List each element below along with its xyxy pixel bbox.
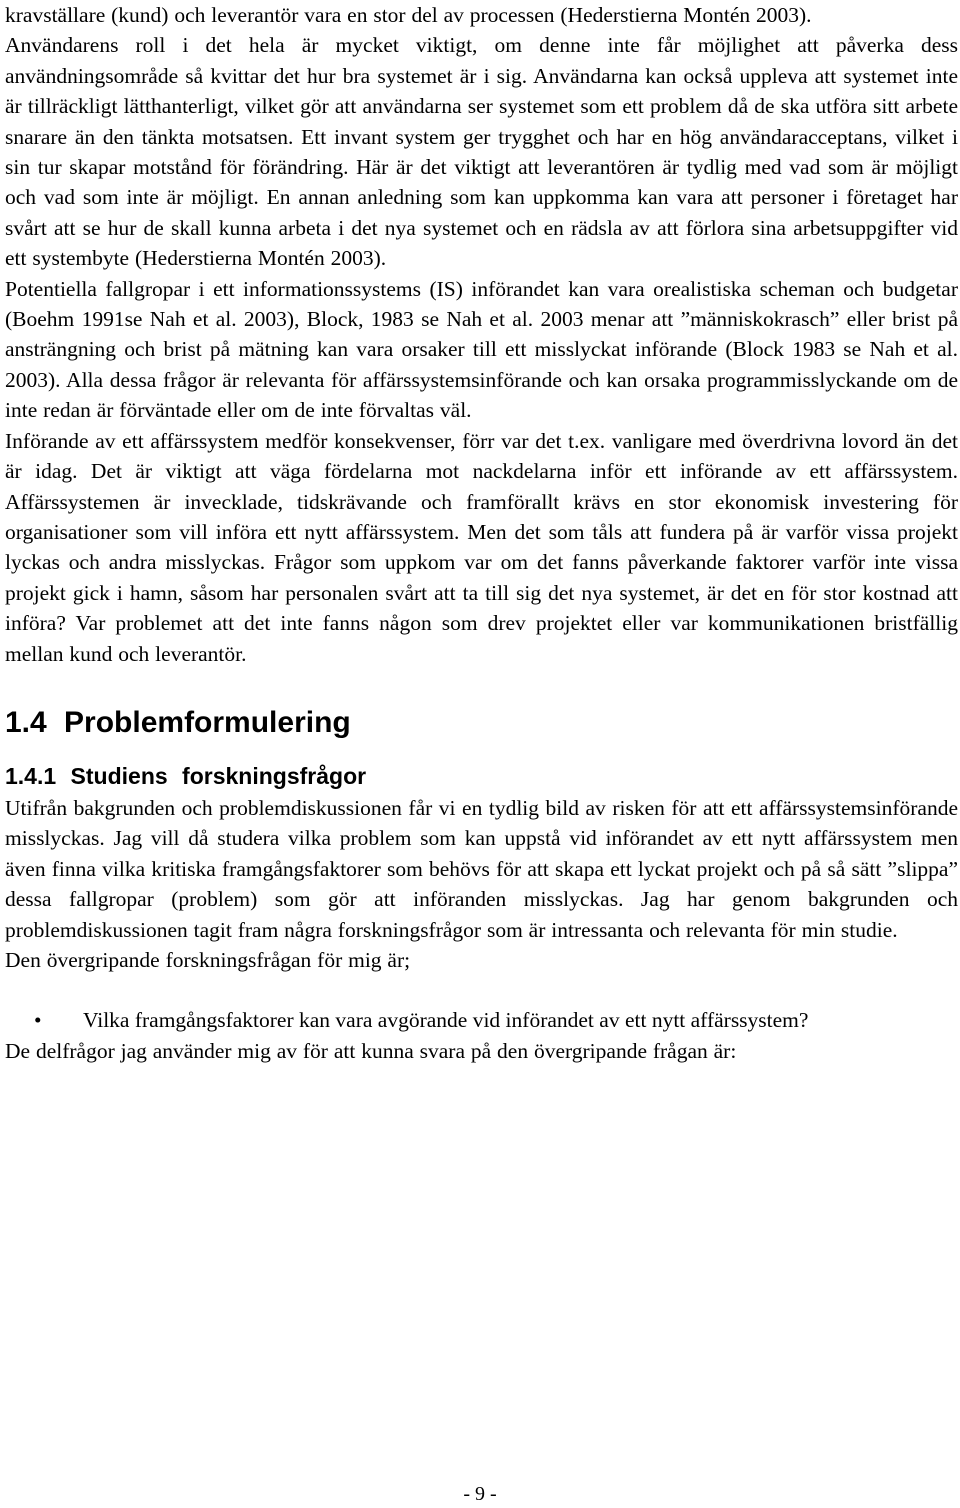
bullet-item-main-question: [5, 1005, 958, 1035]
bullet-text: Vilka framgångsfaktorer kan vara avgörande vid införandet av ett nytt affärssystem?: [83, 1008, 809, 1033]
paragraph-consequences: Införande av ett affärssystem medför konsekvenser, förr var det t.ex. vanligare med överdrivna lovord än det är idag. Det är viktigt att väga fördelarna mot nackdelarna inför ett införande av ett affärssystem. Affärssystemen är invecklade, tidskrävande och framförallt krävs en stor ekonomisk investering för organisationer som vill införa ett nytt affärssystem. Men det som tåls att fundera på är varför vissa projekt lyckas och andra misslyckas. Frågor som uppkom var om det fanns påverkande faktorer varför inte vissa projekt gick i hamn, såsom har personalen svårt att ta till sig det nya systemet, är det en för stor kostnad att införa? Var problemet att det inte fanns någon som drev projektet eller var kommunikationen bristfällig mellan kund och leverantör.: [5, 428, 958, 666]
paragraph-subquestions-intro: De delfrågor jag använder mig av för att kunna svara på den övergripande frågan är:: [5, 1038, 737, 1063]
bullet-icon: •: [34, 1008, 42, 1033]
paragraph-intro-continuation: kravställare (kund) och leverantör vara en stor del av processen (Hederstierna Montén 2003).: [5, 3, 812, 27]
subsection-heading-research-questions: 1.4.1 Studiens forskningsfrågor: [5, 762, 367, 789]
paragraph-user-role: Användarens roll i det hela är mycket viktigt, om denne inte får möjlighet att påverka dess användningsområde så kvittar det hur bra systemet är i sig. Användarna kan också uppleva att systemet inte är tillräckligt lätthanterligt, vilket gör att användarna ser systemet som ett problem då de ska utföra sitt arbete snarare än den tänkta motsatsen. Ett invant system ger trygghet och har en hög användaracceptans, vilket i sin tur skapar motstånd för förändring. Här är det viktigt att leverantören är tydlig med vad som är möjligt och vad som inte är möjligt. En annan anledning som kan uppkomma kan vara att personer i företaget har svårt att se hur de skall kunna arbeta i det nya systemet och en rädsla av att förlora sina arbetsuppgifter vid ett systembyte (Hederstierna Montén 2003).: [5, 33, 958, 271]
section-heading-problem-formulation: 1.4 Problemformulering: [5, 705, 351, 739]
page-number: - 9 -: [463, 1483, 497, 1505]
document-page: [5, 0, 958, 1066]
paragraph-pitfalls: Potentiella fallgropar i ett informationssystems (IS) införandet kan vara orealistiska scheman och budgetar (Boehm 1991se Nah et al. 2003), Block, 1983 se Nah et al. 2003 menar att ”människokrasch” eller brist på ansträngning och brist på mätning kan vara orsaker till ett misslyckat införande (Block 1983 se Nah et al. 2003). Alla dessa frågor är relevanta för affärssystemsinförande och kan orsaka programmisslyckande om de inte redan är förväntade eller om de inte förvaltas väl.: [5, 276, 958, 423]
paragraph-main-question-intro: Den övergripande forskningsfrågan för mig är;: [5, 947, 411, 972]
paragraph-research-background: Utifrån bakgrunden och problemdiskussionen får vi en tydlig bild av risken för att ett affärssystemsinförande misslyckas. Jag vill då studera vilka problem som kan uppstå vid införandet av ett nytt affärssystem men även finna vilka kritiska framgångsfaktorer som behövs för att skapa ett lyckat projekt och på så sätt ”slippa” dessa fallgropar (problem) som gör att införanden misslyckas. Jag har genom bakgrunden och problemdiskussionen tagit fram några forskningsfrågor som är intressanta och relevanta för min studie.: [5, 795, 958, 942]
